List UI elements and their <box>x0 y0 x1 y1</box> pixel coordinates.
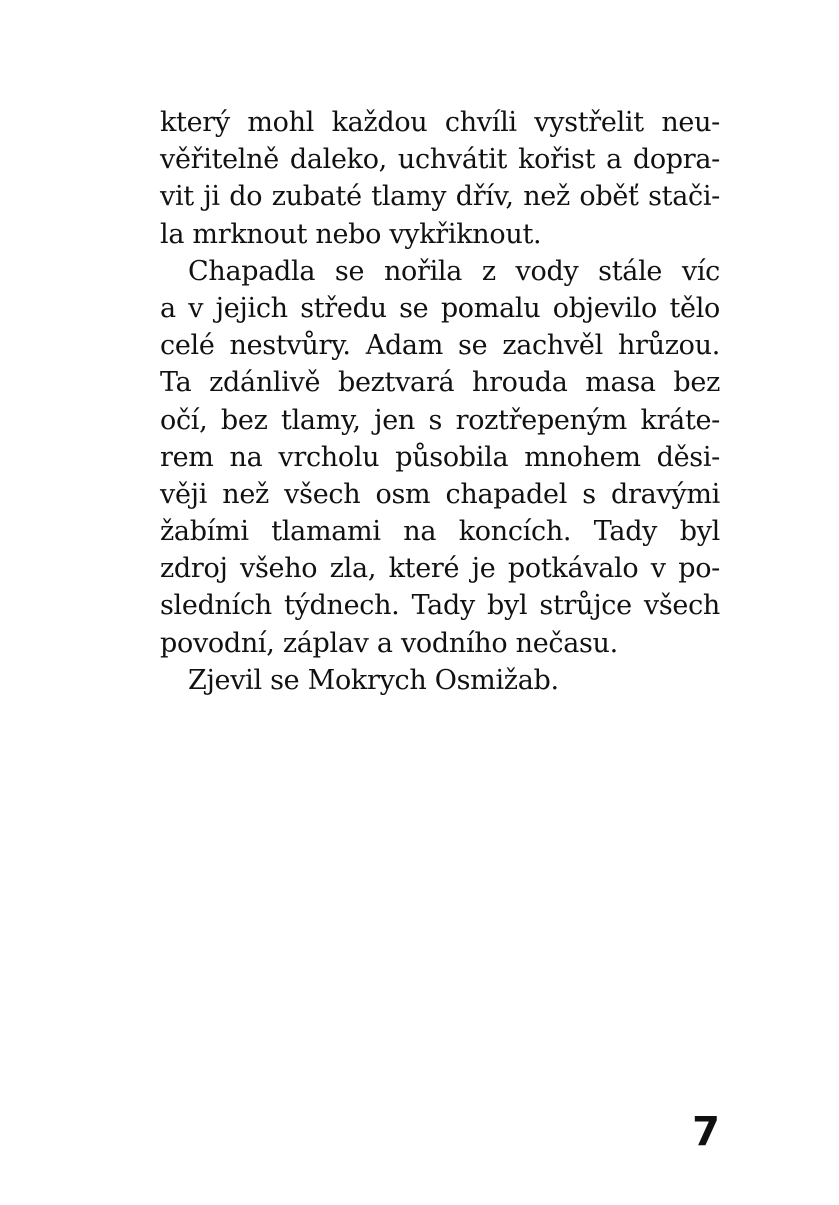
text-line: Ta zdánlivě beztvará hrouda masa bez <box>160 367 720 399</box>
text-line: zdroj všeho zla, které je potkávalo v po- <box>160 553 720 585</box>
body-text <box>160 104 720 699</box>
text-line: věřitelně daleko, uchvátit kořist a dopra- <box>160 144 720 176</box>
text-line: la mrknout nebo vykřiknout. <box>160 218 542 250</box>
text-line: očí, bez tlamy, jen s roztřepeným kráte- <box>160 404 720 436</box>
text-line: celé nestvůry. Adam se zachvěl hrůzou. <box>160 330 720 362</box>
text-line: rem na vrcholu působila mnohem děsi- <box>160 441 720 473</box>
text-line: vit ji do zubaté tlamy dřív, než oběť stači- <box>160 181 720 213</box>
text-line: věji než všech osm chapadel s dravými <box>160 478 720 510</box>
page-number: 7 <box>692 1109 720 1155</box>
text-line: a v jejich středu se pomalu objevilo tělo <box>160 292 720 324</box>
text-line: Chapadla se nořila z vody stále víc <box>188 255 720 287</box>
text-line: žabími tlamami na koncích. Tady byl <box>160 516 720 548</box>
text-line: sledních týdnech. Tady byl strůjce všech <box>160 590 720 622</box>
text-line: který mohl každou chvíli vystřelit neu- <box>160 107 720 138</box>
text-line: povodní, záplav a vodního nečasu. <box>160 627 618 659</box>
text-line: Zjevil se Mokrych Osmižab. <box>188 664 559 696</box>
